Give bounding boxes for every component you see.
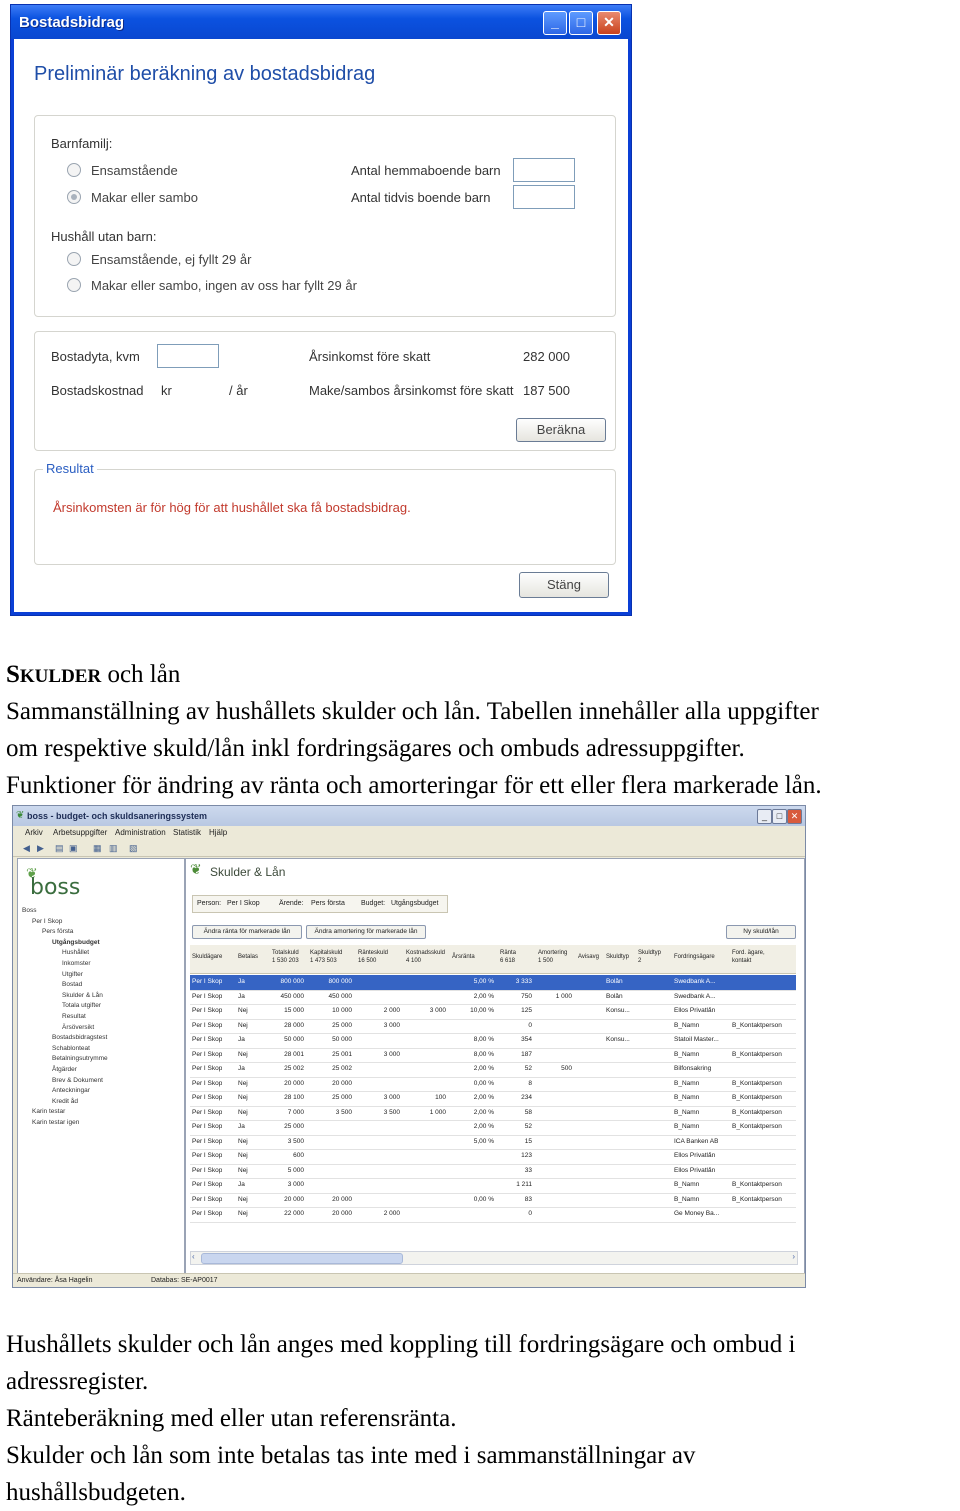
table-cell: 52: [524, 1123, 532, 1130]
radio-ensam-ung[interactable]: [67, 252, 81, 266]
tree-item[interactable]: Schablonteat: [52, 1044, 90, 1052]
logo-text: boss: [30, 875, 81, 900]
table-cell: Ja: [238, 992, 245, 1000]
table-cell: Ja: [238, 978, 245, 985]
table-row[interactable]: [190, 1062, 796, 1078]
status-bar: [13, 1273, 805, 1287]
table-cell: Nej: [238, 1079, 248, 1087]
tool-icon[interactable]: ▧: [129, 843, 138, 853]
boss-logo: [24, 865, 134, 899]
column-header[interactable]: Årsränta: [452, 954, 475, 960]
resultat-text: Årsinkomsten är för hög för att hushållet ska få bostadsbidrag.: [53, 500, 411, 515]
table-cell: Ja: [238, 1181, 245, 1188]
app-leaf-icon: ❦: [16, 810, 25, 821]
table-cell: 10 000: [332, 1007, 352, 1014]
table-cell: 8,00 %: [473, 1050, 494, 1058]
table-cell: 58: [524, 1108, 532, 1116]
table-cell: Ellos Privatlån: [674, 1007, 716, 1014]
table-row[interactable]: [190, 1120, 796, 1136]
table-cell: 20 000: [332, 1210, 352, 1217]
menu-hjalp[interactable]: Hjälp: [209, 828, 228, 837]
table-cell: Per I Skop: [192, 1166, 223, 1174]
table-cell: Nej: [238, 1137, 248, 1145]
table-cell: 25 002: [284, 1065, 304, 1072]
table-cell: Per I Skop: [192, 1181, 223, 1188]
table-cell: Nej: [238, 1108, 248, 1116]
menu-bar: [13, 826, 805, 840]
table-cell: B_Namn: [674, 1181, 700, 1188]
tree-item[interactable]: Ärsöversikt: [62, 1023, 95, 1031]
radio-makar-label: Makar eller sambo: [91, 190, 198, 205]
scroll-right-icon[interactable]: ›: [792, 1252, 795, 1261]
arende-label: Ärende:: [279, 900, 304, 907]
table-cell: Per I Skop: [192, 1065, 223, 1072]
table-cell: 1 000: [555, 992, 572, 1000]
resultat-legend: Resultat: [43, 461, 97, 476]
table-cell: Nej: [238, 1210, 248, 1217]
column-header[interactable]: Amortering 1 500: [538, 950, 568, 964]
paragraph-line: adressregister.: [6, 1368, 149, 1395]
table-cell: Per I Skop: [192, 978, 223, 985]
radio-makar-ung-label: Makar eller sambo, ingen av oss har fyllt 29 år: [91, 278, 357, 293]
title-bar[interactable]: [11, 5, 631, 39]
table-row[interactable]: [190, 1077, 796, 1093]
table-cell: 5 000: [287, 1166, 304, 1174]
table-cell: 125: [521, 1007, 532, 1014]
table-cell: 3 000: [429, 1007, 446, 1014]
tree-item[interactable]: Karin testar igen: [32, 1119, 80, 1126]
table-cell: 800 000: [328, 978, 352, 985]
table-cell: 28 001: [284, 1050, 304, 1058]
table-cell: Per I Skop: [192, 1210, 223, 1217]
budget-value: Utgångsbudget: [391, 900, 439, 907]
table-cell: B_Namn: [674, 1094, 700, 1101]
open-folder-icon[interactable]: ▤: [55, 843, 64, 853]
scroll-thumb[interactable]: [201, 1253, 403, 1264]
ny-skuld-button[interactable]: Ny skuld/lån: [726, 925, 796, 939]
save-icon[interactable]: ▣: [69, 843, 78, 853]
resultat-group: [34, 469, 616, 565]
table-cell: 3 000: [383, 1094, 400, 1101]
table-cell: 0,00 %: [473, 1195, 494, 1203]
table-row[interactable]: [190, 1149, 796, 1165]
back-icon[interactable]: ◀: [23, 843, 30, 853]
table-cell: 123: [521, 1152, 532, 1159]
tree-item[interactable]: Utgångsbudget: [52, 938, 100, 946]
table-cell: Nej: [238, 1050, 248, 1058]
column-header[interactable]: Ränteskuld 16 500: [358, 950, 389, 964]
table-cell: 2,00 %: [473, 1123, 494, 1130]
paragraph-line: Hushållets skulder och lån anges med koppling till fordringsägare och ombud i: [6, 1331, 796, 1358]
antal-hemmaboende-input[interactable]: [513, 158, 575, 182]
arende-value: Pers första: [311, 900, 345, 907]
tree-item[interactable]: Karin testar: [32, 1108, 66, 1116]
table-row[interactable]: [190, 1019, 796, 1035]
radio-ensam-ung-label: Ensamstående, ej fyllt 29 år: [91, 252, 252, 267]
table-cell: 2,00 %: [473, 1094, 494, 1101]
paragraph-line: hushållsbudgeten.: [6, 1479, 186, 1506]
household-group: [34, 115, 616, 317]
table-cell: 3 500: [383, 1108, 400, 1116]
leaf-icon: ❦: [26, 865, 38, 881]
maximize-icon[interactable]: □: [569, 11, 593, 35]
tree-item[interactable]: Hushållet: [62, 949, 90, 957]
paragraph-line: Skulder och lån som inte betalas tas inte med i sammanställningar av: [6, 1442, 696, 1469]
table-cell: Swedbank A...: [674, 978, 716, 985]
column-header[interactable]: Skuldtyp 2: [638, 950, 662, 964]
column-header[interactable]: Totalskuld 1 530 203: [272, 950, 299, 964]
table-cell: 800 000: [280, 978, 304, 985]
table-row[interactable]: [190, 1033, 796, 1049]
table-cell: Nej: [238, 1021, 248, 1029]
toolbar: [13, 840, 805, 857]
income-group: [34, 331, 616, 451]
export-icon[interactable]: ▥: [109, 843, 118, 853]
column-header[interactable]: Kostnadsskuld 4 100: [406, 950, 446, 964]
table-cell: 3 000: [287, 1181, 304, 1188]
table-cell: 2 000: [383, 1210, 400, 1217]
table-cell: 20 000: [284, 1195, 304, 1203]
column-header[interactable]: Ford. ägare, kontakt: [732, 950, 765, 964]
table-cell: 20 000: [332, 1079, 352, 1087]
menu-statistik[interactable]: Statistik: [173, 828, 202, 837]
table-cell: 0,00 %: [473, 1079, 494, 1087]
table-cell: 3 333: [515, 978, 532, 985]
tree-item[interactable]: Bostad: [62, 981, 83, 989]
table-cell: 50 000: [332, 1036, 352, 1043]
skulder-rest: KULDER: [19, 666, 102, 687]
tree-item[interactable]: Resultat: [62, 1013, 86, 1020]
table-cell: 25 001: [332, 1050, 352, 1058]
table-cell: B_Kontaktperson: [732, 1181, 782, 1188]
person-label: Person:: [197, 900, 222, 907]
table-cell: Per I Skop: [192, 992, 223, 1000]
navigation-tree: [17, 858, 185, 1274]
column-header[interactable]: Avisavg: [578, 954, 599, 960]
table-cell: Nej: [238, 1195, 248, 1203]
status-db: Databas: SE-AP0017: [151, 1277, 218, 1284]
table-cell: B_Namn: [674, 1079, 700, 1087]
table-cell: B_Namn: [674, 1108, 700, 1116]
table-cell: Per I Skop: [192, 1137, 223, 1145]
status-user: Användare: Åsa Hagelin: [17, 1277, 93, 1284]
bostadskostnad-label: Bostadskostnad: [51, 383, 144, 398]
table-cell: 2,00 %: [473, 992, 494, 1000]
horizontal-scrollbar[interactable]: [190, 1251, 798, 1265]
table-cell: 600: [293, 1152, 304, 1159]
tree-item[interactable]: Kredit åd: [52, 1097, 79, 1105]
boss-window: [12, 805, 806, 1288]
radio-ensamstaende[interactable]: [67, 163, 81, 177]
column-header[interactable]: Ränta 6 618: [500, 950, 517, 964]
tree-item[interactable]: Per I Skop: [32, 917, 63, 925]
stang-button[interactable]: Stäng: [519, 572, 609, 598]
budget-label: Budget:: [361, 900, 386, 907]
table-row[interactable]: [190, 1178, 796, 1194]
table-cell: B_Kontaktperson: [732, 1195, 782, 1203]
table-cell: B_Kontaktperson: [732, 1123, 782, 1130]
table-row[interactable]: [190, 990, 796, 1006]
table-cell: B_Kontaktperson: [732, 1108, 782, 1116]
paragraph-line: Ränteberäkning med eller utan referensränta.: [6, 1405, 457, 1432]
table-row[interactable]: [190, 1048, 796, 1064]
close-icon[interactable]: ✕: [597, 11, 621, 35]
table-row[interactable]: [190, 1091, 796, 1107]
table-cell: B_Namn: [674, 1021, 700, 1029]
table-cell: Bilfonsakring: [674, 1065, 712, 1072]
arsinkomst-value: 282 000: [523, 349, 570, 364]
andra-amortering-button[interactable]: Ändra amortering för markerade lån: [306, 925, 426, 939]
radio-makar[interactable]: [67, 190, 81, 204]
table-cell: B_Kontaktperson: [732, 1050, 782, 1058]
table-cell: 450 000: [328, 992, 352, 1000]
berakna-button[interactable]: Beräkna: [516, 418, 606, 442]
radio-ensamstaende-label: Ensamstående: [91, 163, 178, 178]
table-cell: B_Kontaktperson: [732, 1094, 782, 1101]
maximize-icon[interactable]: □: [772, 809, 787, 824]
table-header: [190, 945, 796, 974]
table-cell: 10,00 %: [470, 1007, 494, 1014]
table-row[interactable]: [190, 1164, 796, 1180]
menu-arbetsuppgifter[interactable]: Arbetsuppgifter: [53, 828, 108, 837]
andra-ranta-button[interactable]: Ändra ränta för markerade lån: [192, 925, 302, 939]
table-cell: Bolån: [606, 992, 623, 1000]
column-header[interactable]: Fordringsägare: [674, 954, 715, 960]
tree-item[interactable]: Anteckningar: [52, 1087, 90, 1095]
table-cell: Bolån: [606, 978, 623, 985]
table-row[interactable]: [190, 1135, 796, 1151]
table-cell: 5,00 %: [473, 978, 494, 985]
tree-item[interactable]: Totala utgifter: [62, 1002, 102, 1010]
table-cell: Per I Skop: [192, 1036, 223, 1043]
table-cell: 100: [435, 1094, 446, 1101]
tree-item[interactable]: Skulder & Lån: [62, 991, 103, 999]
table-cell: Ja: [238, 1123, 245, 1130]
table-cell: 7 000: [287, 1108, 304, 1116]
table-cell: 8,00 %: [473, 1036, 494, 1043]
table-cell: Per I Skop: [192, 1007, 223, 1014]
table-cell: 20 000: [284, 1079, 304, 1087]
table-cell: 25 000: [284, 1123, 304, 1130]
table-cell: Nej: [238, 1152, 248, 1159]
scroll-left-icon[interactable]: ‹: [192, 1252, 195, 1261]
table-cell: 234: [521, 1094, 532, 1101]
table-cell: 50 000: [284, 1036, 304, 1043]
table-cell: Per I Skop: [192, 1050, 223, 1058]
table-cell: B_Namn: [674, 1050, 700, 1058]
table-row[interactable]: [190, 1207, 796, 1223]
minimize-icon[interactable]: _: [757, 809, 772, 824]
make-arsinkomst-label: Make/sambos årsinkomst före skatt: [309, 383, 514, 398]
table-cell: 0: [528, 1210, 532, 1217]
column-header[interactable]: Skuldtyp: [606, 954, 630, 960]
table-cell: Per I Skop: [192, 1123, 223, 1130]
table-cell: Nej: [238, 1007, 248, 1014]
table-cell: Konsu...: [606, 1036, 630, 1043]
skulder-panel: [185, 858, 805, 1274]
tree-item[interactable]: Åtgärder: [52, 1066, 77, 1073]
per-ar-label: / år: [229, 383, 248, 398]
table-cell: Per I Skop: [192, 1079, 223, 1087]
table-cell: Ellos Privatlån: [674, 1166, 716, 1174]
och-lan: och lån: [101, 661, 181, 688]
tree-item[interactable]: Betalningsutrymme: [52, 1055, 108, 1063]
table-cell: 3 000: [383, 1050, 400, 1058]
table-cell: Ja: [238, 1065, 245, 1072]
table-cell: 500: [561, 1065, 572, 1072]
column-header[interactable]: Betalas: [238, 954, 259, 960]
radio-makar-ung[interactable]: [67, 278, 81, 292]
tree-item[interactable]: Bostadsbidragstest: [52, 1034, 108, 1042]
table-cell: 25 000: [332, 1021, 352, 1029]
table-row[interactable]: [190, 975, 796, 991]
tree-item[interactable]: Brev & Dokument: [52, 1076, 103, 1084]
column-header[interactable]: Kapitalskuld 1 473 503: [310, 950, 343, 964]
table-cell: B_Kontaktperson: [732, 1079, 782, 1087]
context-info: [192, 895, 448, 913]
skulder-heading: [6, 656, 180, 695]
table-cell: B_Namn: [674, 1195, 700, 1203]
minimize-icon[interactable]: _: [543, 11, 567, 35]
table-cell: B_Namn: [674, 1123, 700, 1130]
table-cell: 15 000: [284, 1007, 304, 1014]
table-cell: Ge Money Ba...: [674, 1210, 720, 1217]
forward-icon[interactable]: ▶: [37, 843, 44, 853]
dialog-body: [14, 39, 628, 612]
antal-tidvis-label: Antal tidvis boende barn: [351, 190, 491, 205]
column-header[interactable]: Skuldägare: [192, 954, 223, 960]
close-icon[interactable]: ✕: [787, 809, 802, 824]
table-cell: Per I Skop: [192, 1195, 223, 1203]
tree-item[interactable]: Inkomster: [62, 960, 91, 967]
table-cell: 83: [524, 1195, 532, 1203]
table-cell: Nej: [238, 1166, 248, 1174]
bostadyta-input[interactable]: [157, 344, 219, 368]
table-cell: 22 000: [284, 1210, 304, 1217]
table-cell: Statoil Master...: [674, 1036, 719, 1043]
person-value: Per I Skop: [227, 900, 260, 907]
table-cell: ICA Banken AB: [674, 1137, 719, 1145]
boss-title-bar[interactable]: [13, 806, 805, 826]
table-cell: Per I Skop: [192, 1094, 223, 1101]
table-cell: Per I Skop: [192, 1108, 223, 1116]
antal-tidvis-input[interactable]: [513, 185, 575, 209]
table-cell: Per I Skop: [192, 1152, 223, 1159]
table-cell: 25 000: [332, 1094, 352, 1101]
table-cell: Nej: [238, 1094, 248, 1101]
boss-window-title: boss - budget- och skuldsaneringssystem: [27, 811, 208, 821]
antal-hemmaboende-label: Antal hemmaboende barn: [351, 163, 501, 178]
table-cell: 354: [521, 1036, 532, 1043]
table-cell: Swedbank A...: [674, 992, 716, 1000]
window-title: Bostadsbidrag: [19, 14, 125, 31]
tree-item[interactable]: Utgifter: [62, 970, 83, 978]
bostadsbidrag-window: [10, 4, 632, 616]
table-row[interactable]: [190, 1004, 796, 1020]
leaf-icon: ❦: [190, 861, 202, 877]
table-cell: 52: [524, 1065, 532, 1072]
table-row[interactable]: [190, 1106, 796, 1122]
table-cell: 3 000: [383, 1021, 400, 1029]
print-icon[interactable]: ▦: [93, 843, 102, 853]
arsinkomst-label: Årsinkomst före skatt: [309, 349, 431, 364]
table-cell: Ja: [238, 1036, 245, 1043]
table-cell: 2,00 %: [473, 1065, 494, 1072]
table-cell: Per I Skop: [192, 1021, 223, 1029]
table-cell: 20 000: [332, 1195, 352, 1203]
table-cell: 750: [521, 992, 532, 1000]
table-cell: 0: [528, 1021, 532, 1029]
table-cell: Ellos Privatlån: [674, 1152, 716, 1159]
paragraph-line: Sammanställning av hushållets skulder och lån. Tabellen innehåller alla uppgifter: [6, 698, 819, 725]
tree-item[interactable]: Boss: [22, 907, 37, 914]
hushall-label: Hushåll utan barn:: [51, 229, 157, 244]
paragraph-line: om respektive skuld/lån inkl fordringsägares och ombuds adressuppgifter.: [6, 735, 745, 762]
table-cell: 3 500: [287, 1137, 304, 1145]
kr-label: kr: [161, 383, 172, 398]
table-cell: 1 211: [516, 1181, 532, 1188]
table-cell: Konsu...: [606, 1007, 630, 1014]
paragraph-line: Funktioner för ändring av ränta och amorteringar för ett eller flera markerade lån.: [6, 772, 822, 799]
table-cell: 28 000: [284, 1021, 304, 1029]
table-cell: 3 500: [335, 1108, 352, 1116]
bostadyta-label: Bostadyta, kvm: [51, 349, 140, 364]
table-cell: 15: [524, 1137, 532, 1145]
table-cell: 33: [524, 1166, 532, 1174]
page-title: Preliminär beräkning av bostadsbidrag: [34, 63, 376, 85]
tree-item[interactable]: Pers första: [42, 928, 74, 936]
table-cell: 25 002: [332, 1065, 352, 1072]
menu-arkiv[interactable]: Arkiv: [25, 828, 43, 837]
table-cell: 450 000: [280, 992, 304, 1000]
table-cell: 2,00 %: [473, 1108, 494, 1116]
panel-title: Skulder & Lån: [210, 865, 286, 879]
table-cell: 8: [528, 1079, 532, 1087]
skulder-first-letter: S: [6, 661, 20, 688]
menu-administration[interactable]: Administration: [115, 828, 166, 837]
table-cell: 28 100: [284, 1094, 304, 1101]
make-arsinkomst-value: 187 500: [523, 383, 570, 398]
table-row[interactable]: [190, 1193, 796, 1209]
table-cell: B_Kontaktperson: [732, 1021, 782, 1029]
table-cell: 5,00 %: [473, 1137, 494, 1145]
table-cell: 2 000: [383, 1007, 400, 1014]
table-cell: 187: [521, 1050, 532, 1058]
table-cell: 1 000: [429, 1108, 446, 1116]
barnfamilj-label: Barnfamilj:: [51, 136, 113, 151]
